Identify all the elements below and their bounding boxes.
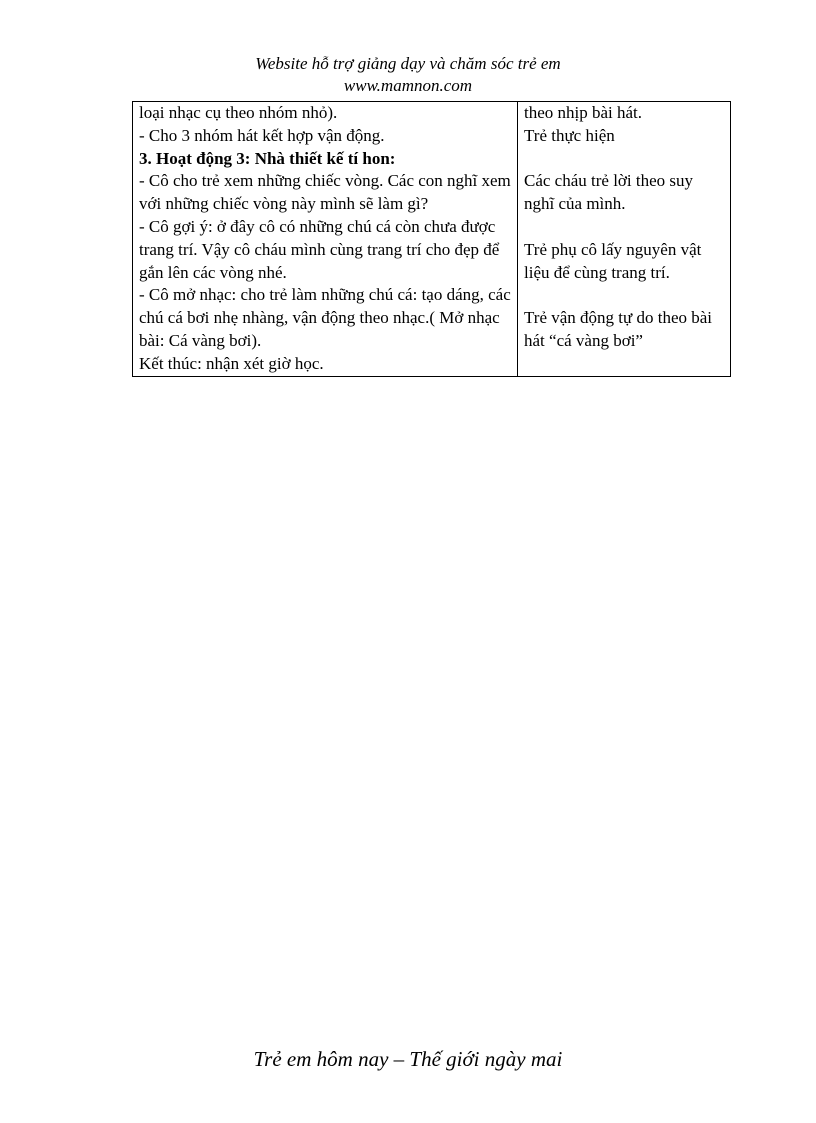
activity-line: loại nhạc cụ theo nhóm nhỏ).	[139, 103, 338, 122]
website-url: www.mamnon.com	[343, 76, 473, 95]
lesson-plan-table	[132, 101, 731, 377]
response-line: Trẻ thực hiện	[524, 125, 615, 145]
activity-heading: 3. Hoạt động 3: Nhà thiết kế tí hon:	[139, 148, 396, 168]
activity-line: - Cô gợi ý: ở đây cô có những chú cá còn chưa được trang trí. Vậy cô cháu mình cùng trang trí cho đẹp để gắn lên các vòng nhé.	[139, 216, 500, 282]
table-row	[133, 102, 731, 377]
response-line: Trẻ phụ cô lấy nguyên vật liệu để cùng trang trí.	[524, 239, 702, 282]
page-footer: Trẻ em hôm nay – Thế giới ngày mai	[253, 1047, 563, 1071]
activity-column	[133, 102, 518, 377]
response-line: theo nhịp bài hát.	[524, 103, 643, 122]
activity-line: - Cô mở nhạc: cho trẻ làm những chú cá: tạo dáng, các chú cá bơi nhẹ nhàng, vận động theo nhạc.( Mở nhạc bài: Cá vàng bơi).	[139, 285, 511, 350]
response-line: Trẻ vận động tự do theo bài hát “cá vàng bơi”	[524, 308, 713, 350]
child-response-column	[518, 102, 731, 377]
activity-line: - Cho 3 nhóm hát kết hợp vận động.	[139, 125, 385, 145]
website-tagline: Website hỗ trợ giảng dạy và chăm sóc trẻ em	[255, 54, 561, 73]
page-header	[0, 53, 816, 97]
response-line: Các cháu trẻ lời theo suy nghĩ của mình.	[524, 171, 694, 214]
activity-line: Kết thúc: nhận xét giờ học.	[139, 353, 324, 373]
activity-line: - Cô cho trẻ xem những chiếc vòng. Các con nghĩ xem với những chiếc vòng này mình sẽ làm gì?	[139, 171, 511, 214]
